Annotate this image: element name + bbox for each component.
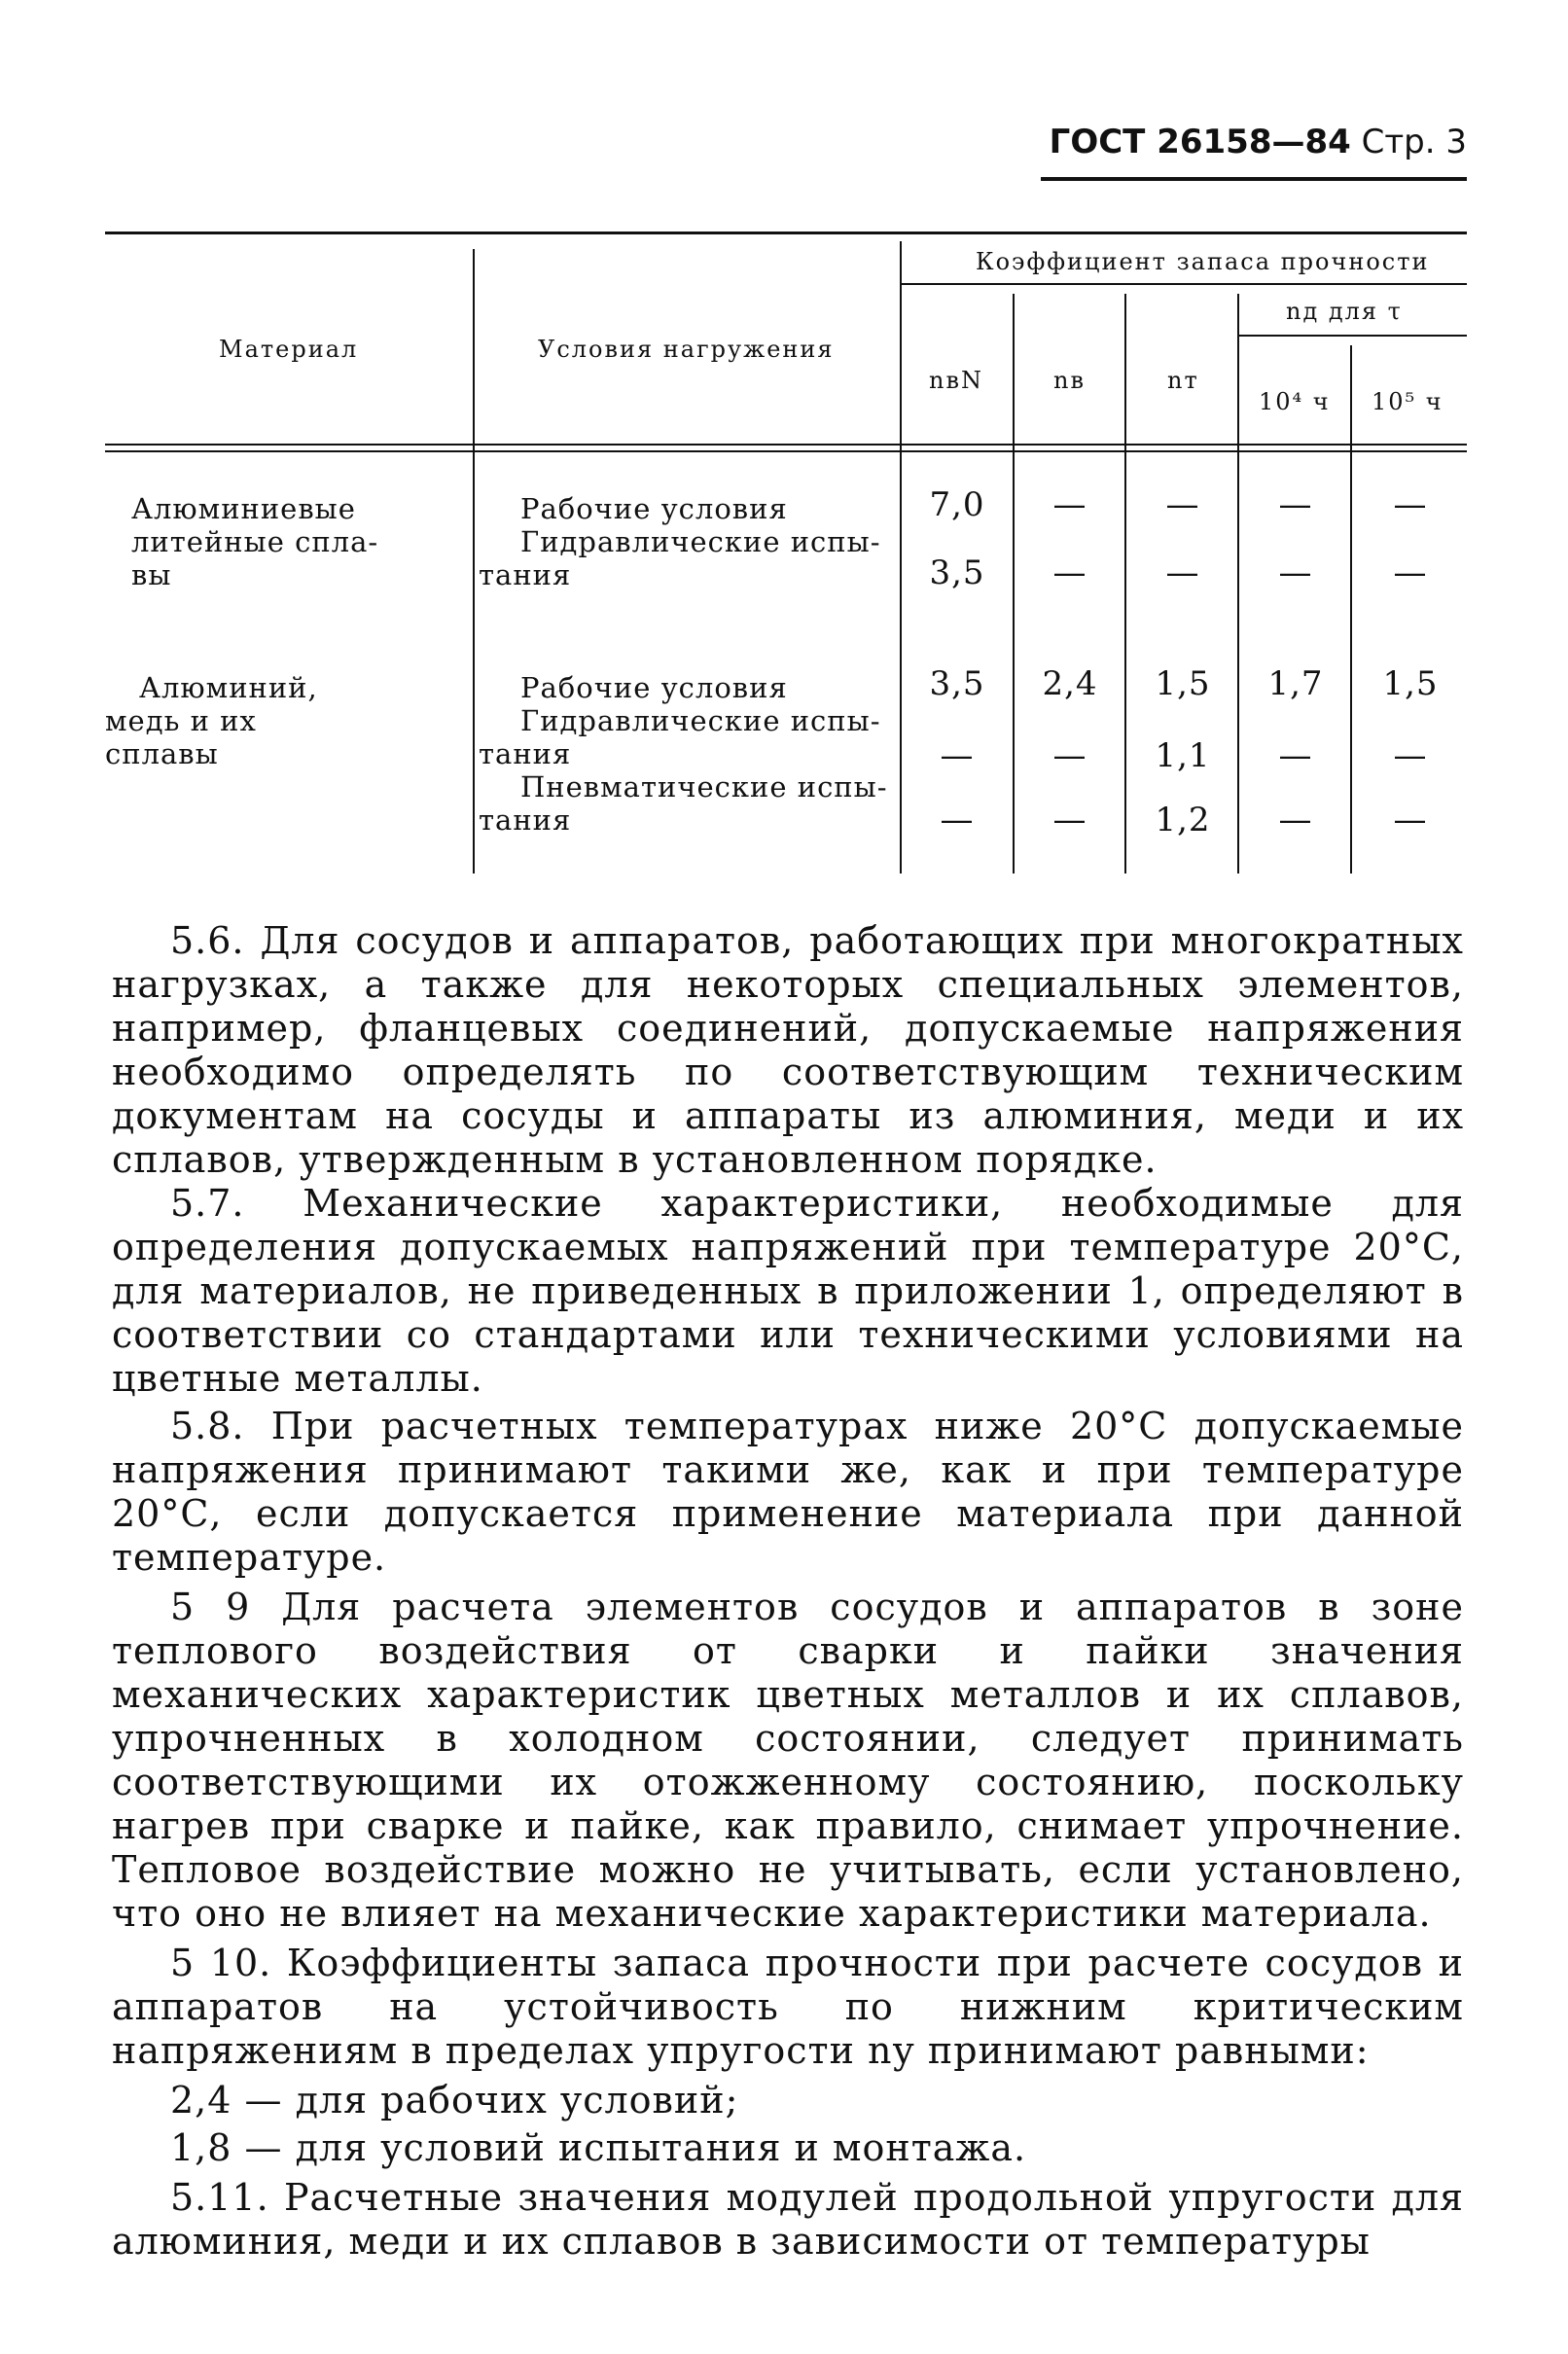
header-bottom-rule-1 xyxy=(105,444,1467,446)
paragraph-5-10: 5 10. Коэффициенты запаса прочности при расчете сосудов и аппаратов на устойчивость по нижним критическим напряжениям в пределах упругости nу принимают равными: xyxy=(112,1942,1464,2072)
row1-value: — xyxy=(1165,553,1200,592)
row2-material-line2: медь и их xyxy=(105,704,257,737)
row1-value: — xyxy=(1393,485,1428,524)
row1-value: — xyxy=(1052,485,1087,524)
header-bottom-rule-2 xyxy=(105,450,1467,452)
row2-material-line3: сплавы xyxy=(105,737,219,770)
list-item-working-conditions: 2,4 — для рабочих условий; xyxy=(170,2079,739,2122)
body-text xyxy=(112,919,1464,2264)
row1-condition-line1: Рабочие условия xyxy=(520,492,788,525)
paragraph-5-11: 5.11. Расчетные значения модулей продольной упругости для алюминия, меди и их сплавов в зависимости от температуры xyxy=(112,2176,1464,2263)
row1-material-line3: вы xyxy=(131,558,172,591)
row1-value: 7,0 xyxy=(929,485,985,524)
row2-value: — xyxy=(1052,801,1087,839)
row2-value: — xyxy=(1278,801,1313,839)
row2-value: — xyxy=(1393,736,1428,775)
col-nt-header: nт xyxy=(1167,367,1199,394)
row1-condition-line2: Гидравлические испы- xyxy=(520,525,881,558)
row2-condition-line3: тания xyxy=(479,737,572,770)
col-nb-header: nв xyxy=(1053,367,1086,394)
col-nd-header: nд для τ xyxy=(1286,298,1403,325)
nd-header-rule xyxy=(1237,335,1467,337)
paragraph-5-6: 5.6. Для сосудов и аппаратов, работающих при многократных нагрузках, а также для некоторых специальных элементов, например, фланцевых соединений, допускаемые напряжения необходимо определять по соответствующим техническим документам на сосуды и аппараты из алюминия, меди и их сплавов, утвержденным в установленном порядке. xyxy=(112,919,1464,1181)
row2-condition-line2: Гидравлические испы- xyxy=(520,704,881,737)
row2-value: — xyxy=(1052,736,1087,775)
row2-value: 1,5 xyxy=(1382,664,1439,703)
row1-condition-line3: тания xyxy=(479,558,572,591)
page-number: Стр. 3 xyxy=(1361,123,1467,161)
row1-material-line1: Алюминиевые xyxy=(131,492,356,525)
row2-value: — xyxy=(1393,801,1428,839)
row2-material-line1: Алюминий, xyxy=(139,671,318,704)
paragraph-5-7: 5.7. Механические характеристики, необходимые для определения допускаемых напряжений при температуре 20°С, для материалов, не приведенных в приложении 1, определяют в соответствии со стандартами или техническими условиями на цветные металлы. xyxy=(112,1182,1464,1400)
row1-value: — xyxy=(1165,485,1200,524)
col-nbN-header: nвN xyxy=(929,367,983,394)
table-vline-6 xyxy=(1350,345,1352,874)
table-top-rule xyxy=(105,232,1467,234)
paragraph-5-9: 5 9 Для расчета элементов сосудов и аппаратов в зоне теплового воздействия от сварки и пайки значения механических характеристик цветных металлов и их сплавов, упрочненных в холодном состоянии, следует принимать соответствующими их отожженному состоянию, поскольку нагрев при сварке и пайке, как правило, снимает упрочнение. Тепловое воздействие можно не учитывать, если установлено, что оно не влияет на механические характеристики материала. xyxy=(112,1586,1464,1935)
list-item-test-conditions: 1,8 — для условий испытания и монтажа. xyxy=(170,2126,1027,2169)
row2-condition-line5: тания xyxy=(479,803,572,837)
row2-condition-line4: Пневматические испы- xyxy=(520,770,888,803)
col-conditions-header: Условия нагружения xyxy=(538,336,835,363)
row2-value: 1,2 xyxy=(1155,801,1211,839)
row2-value: — xyxy=(1278,736,1313,775)
row2-condition-line1: Рабочие условия xyxy=(520,671,788,704)
row1-value: — xyxy=(1052,553,1087,592)
row1-value: — xyxy=(1278,485,1313,524)
col-group-header: Коэффициент запаса прочности xyxy=(976,248,1430,275)
row1-value: 3,5 xyxy=(929,553,985,592)
standard-number: ГОСТ 26158—84 xyxy=(1049,123,1351,161)
paragraph-5-8: 5.8. При расчетных температурах ниже 20°С допускаемые напряжения принимают такими же, как и при температуре 20°С, если допускается применение материала при данной температуре. xyxy=(112,1405,1464,1579)
row1-material-line2: литейные спла- xyxy=(131,525,379,558)
row2-value: 3,5 xyxy=(929,664,985,703)
row2-value: 2,4 xyxy=(1042,664,1098,703)
row2-value: — xyxy=(940,801,975,839)
col-10-4-header: 10⁴ ч xyxy=(1259,388,1331,415)
table-vline-1 xyxy=(473,249,475,874)
group-header-rule xyxy=(900,283,1467,285)
row2-value: 1,5 xyxy=(1155,664,1211,703)
row1-value: — xyxy=(1393,553,1428,592)
row2-value: — xyxy=(940,736,975,775)
row2-value: 1,1 xyxy=(1155,736,1211,775)
row1-value: — xyxy=(1278,553,1313,592)
row2-value: 1,7 xyxy=(1267,664,1324,703)
col-material-header: Материал xyxy=(219,336,359,363)
safety-factor-table xyxy=(0,0,1568,895)
col-10-5-header: 10⁵ ч xyxy=(1372,388,1443,415)
